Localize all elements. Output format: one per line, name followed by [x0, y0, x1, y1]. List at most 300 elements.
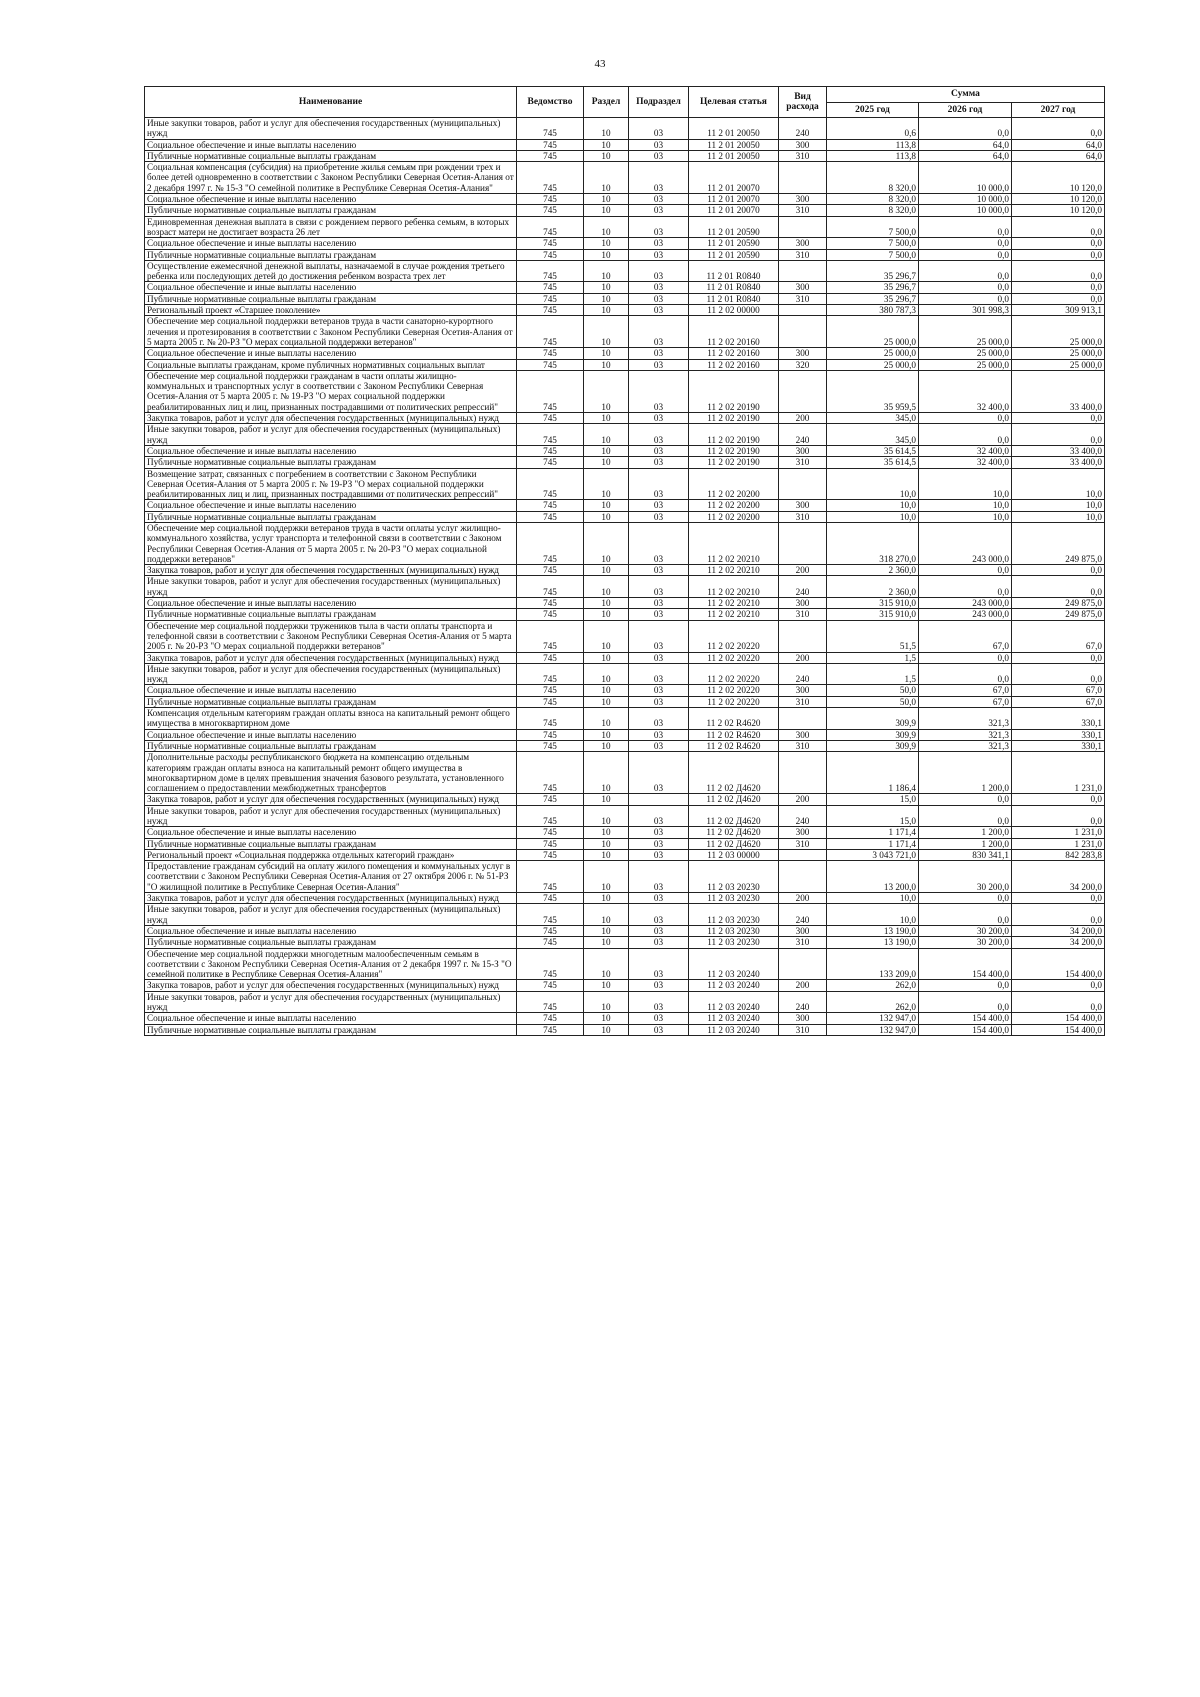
- cell-2026: 32 400,0: [919, 445, 1012, 456]
- cell-2025: 10,0: [827, 904, 919, 926]
- cell-name: Социальная компенсация (субсидия) на приобретение жилья семьям при рождении трех и более детей одновременно в соответствии с Законом Республики Северная Осетия-Алания от 2 декабря 1997 г. № 15-З "О семейной политике в Республике Северная Осетия-Алания": [145, 162, 517, 194]
- cell-podrazdel: 03: [629, 162, 689, 194]
- cell-2025: 380 787,3: [827, 305, 919, 316]
- cell-target: 11 2 02 20220: [689, 696, 779, 707]
- cell-target: 11 2 01 20070: [689, 194, 779, 205]
- cell-podrazdel: 03: [629, 565, 689, 576]
- cell-target: 11 2 02 20190: [689, 370, 779, 412]
- table-row: [145, 620, 1105, 652]
- cell-vid: 300: [779, 194, 827, 205]
- cell-2026: 30 200,0: [919, 861, 1012, 893]
- cell-2027: 0,0: [1012, 991, 1105, 1013]
- cell-name: Единовременная денежная выплата в связи с рождением первого ребенка семьям, в которых возраст матери не достигает возраста 26 лет: [145, 216, 517, 238]
- cell-2026: 25 000,0: [919, 348, 1012, 359]
- cell-razdel: 10: [584, 794, 629, 805]
- cell-vedomstvo: 745: [517, 1024, 584, 1035]
- cell-razdel: 10: [584, 663, 629, 685]
- cell-vedomstvo: 745: [517, 980, 584, 991]
- cell-target: 11 2 01 20590: [689, 238, 779, 249]
- cell-name: Публичные нормативные социальные выплаты гражданам: [145, 1024, 517, 1035]
- cell-razdel: 10: [584, 260, 629, 282]
- table-row: [145, 457, 1105, 468]
- cell-vid: 300: [779, 827, 827, 838]
- table-row: [145, 1013, 1105, 1024]
- cell-2025: 0,6: [827, 118, 919, 140]
- cell-2027: 10 120,0: [1012, 205, 1105, 216]
- header-vid: Вид расхода: [779, 87, 827, 118]
- cell-2026: 10,0: [919, 500, 1012, 511]
- cell-2027: 1 231,0: [1012, 838, 1105, 849]
- cell-2026: 243 000,0: [919, 598, 1012, 609]
- cell-2026: 0,0: [919, 805, 1012, 827]
- cell-2027: 1 231,0: [1012, 752, 1105, 794]
- cell-name: Предоставление гражданам субсидий на оплату жилого помещения и коммунальных услуг в соответствии с Законом Республики Северная Осетия-Алания от 27 октября 2006 г. № 51-РЗ "О жилищной политике в Республике Северная Осетия-Алания": [145, 861, 517, 893]
- cell-podrazdel: 03: [629, 685, 689, 696]
- cell-razdel: 10: [584, 205, 629, 216]
- cell-2026: 0,0: [919, 576, 1012, 598]
- cell-2027: 154 400,0: [1012, 948, 1105, 980]
- cell-2025: 8 320,0: [827, 162, 919, 194]
- cell-vid: [779, 162, 827, 194]
- cell-2025: 2 360,0: [827, 565, 919, 576]
- cell-name: Социальное обеспечение и иные выплаты населению: [145, 1013, 517, 1024]
- cell-2025: 132 947,0: [827, 1024, 919, 1035]
- cell-vedomstvo: 745: [517, 609, 584, 620]
- cell-target: 11 2 01 20050: [689, 118, 779, 140]
- cell-razdel: 10: [584, 576, 629, 598]
- cell-2025: 132 947,0: [827, 1013, 919, 1024]
- cell-2025: 50,0: [827, 696, 919, 707]
- table-row: [145, 685, 1105, 696]
- cell-podrazdel: 03: [629, 861, 689, 893]
- cell-2026: 67,0: [919, 696, 1012, 707]
- cell-vedomstvo: 745: [517, 1013, 584, 1024]
- cell-2026: 25 000,0: [919, 316, 1012, 348]
- cell-vedomstvo: 745: [517, 620, 584, 652]
- cell-podrazdel: 03: [629, 827, 689, 838]
- cell-2025: 13 190,0: [827, 925, 919, 936]
- cell-razdel: 10: [584, 565, 629, 576]
- cell-podrazdel: 03: [629, 216, 689, 238]
- cell-2027: 249 875,0: [1012, 522, 1105, 564]
- cell-target: 11 2 02 20190: [689, 457, 779, 468]
- cell-2025: 15,0: [827, 805, 919, 827]
- cell-target: 11 2 02 20190: [689, 413, 779, 424]
- cell-target: 11 2 01 20590: [689, 249, 779, 260]
- cell-razdel: 10: [584, 445, 629, 456]
- cell-2027: 67,0: [1012, 620, 1105, 652]
- cell-2026: 1 200,0: [919, 838, 1012, 849]
- cell-vedomstvo: 745: [517, 511, 584, 522]
- cell-vedomstvo: 745: [517, 282, 584, 293]
- cell-razdel: 10: [584, 620, 629, 652]
- cell-name: Публичные нормативные социальные выплаты гражданам: [145, 609, 517, 620]
- cell-2027: 10 120,0: [1012, 162, 1105, 194]
- header-2025: 2025 год: [827, 103, 919, 118]
- cell-2027: 0,0: [1012, 238, 1105, 249]
- table-row: [145, 904, 1105, 926]
- cell-2027: 0,0: [1012, 216, 1105, 238]
- cell-podrazdel: 03: [629, 511, 689, 522]
- cell-target: 11 2 01 R0840: [689, 260, 779, 282]
- cell-name: Публичные нормативные социальные выплаты гражданам: [145, 249, 517, 260]
- cell-2025: 7 500,0: [827, 249, 919, 260]
- cell-podrazdel: 03: [629, 740, 689, 751]
- cell-2027: 0,0: [1012, 424, 1105, 446]
- table-row: [145, 238, 1105, 249]
- cell-2027: 330,1: [1012, 729, 1105, 740]
- cell-podrazdel: 03: [629, 139, 689, 150]
- cell-vedomstvo: 745: [517, 794, 584, 805]
- cell-razdel: 10: [584, 282, 629, 293]
- cell-razdel: 10: [584, 991, 629, 1013]
- cell-2025: 113,8: [827, 150, 919, 161]
- cell-name: Публичные нормативные социальные выплаты гражданам: [145, 511, 517, 522]
- cell-2027: 0,0: [1012, 565, 1105, 576]
- cell-2026: 321,3: [919, 740, 1012, 751]
- cell-2027: 0,0: [1012, 652, 1105, 663]
- cell-2026: 0,0: [919, 413, 1012, 424]
- cell-vedomstvo: 745: [517, 238, 584, 249]
- cell-vedomstvo: 745: [517, 565, 584, 576]
- cell-vid: 240: [779, 118, 827, 140]
- cell-name: Иные закупки товаров, работ и услуг для обеспечения государственных (муниципальных) нужд: [145, 424, 517, 446]
- table-row: [145, 708, 1105, 730]
- cell-2027: 330,1: [1012, 740, 1105, 751]
- cell-podrazdel: 03: [629, 663, 689, 685]
- cell-2026: 0,0: [919, 282, 1012, 293]
- cell-target: 11 2 02 20210: [689, 522, 779, 564]
- cell-vid: [779, 948, 827, 980]
- cell-target: 11 2 01 R0840: [689, 282, 779, 293]
- table-row: [145, 663, 1105, 685]
- cell-2027: 249 875,0: [1012, 609, 1105, 620]
- cell-podrazdel: 03: [629, 1013, 689, 1024]
- cell-podrazdel: 03: [629, 609, 689, 620]
- cell-razdel: 10: [584, 238, 629, 249]
- cell-razdel: 10: [584, 980, 629, 991]
- cell-name: Дополнительные расходы республиканского бюджета на компенсацию отдельным категориям граждан оплаты взноса на капитальный ремонт общего имущества в многоквартирном доме в целях превышения значения базового результата, установленного соглашением о предоставлении межбюджетных трансфертов: [145, 752, 517, 794]
- table-row: [145, 468, 1105, 500]
- cell-target: 11 2 02 R4620: [689, 740, 779, 751]
- cell-razdel: 10: [584, 652, 629, 663]
- cell-2025: 8 320,0: [827, 194, 919, 205]
- cell-2027: 0,0: [1012, 805, 1105, 827]
- cell-razdel: 10: [584, 413, 629, 424]
- table-row: [145, 293, 1105, 304]
- cell-vid: 310: [779, 511, 827, 522]
- cell-2025: 10,0: [827, 893, 919, 904]
- cell-vid: 310: [779, 150, 827, 161]
- cell-vid: 200: [779, 794, 827, 805]
- cell-razdel: 10: [584, 696, 629, 707]
- cell-target: 11 2 02 20200: [689, 468, 779, 500]
- cell-vid: 310: [779, 838, 827, 849]
- cell-podrazdel: 03: [629, 348, 689, 359]
- table-row: [145, 925, 1105, 936]
- cell-vedomstvo: 745: [517, 457, 584, 468]
- cell-vid: 300: [779, 925, 827, 936]
- cell-target: 11 2 01 20050: [689, 150, 779, 161]
- table-row: [145, 652, 1105, 663]
- cell-2025: 35 959,5: [827, 370, 919, 412]
- cell-razdel: 10: [584, 1024, 629, 1035]
- cell-podrazdel: 03: [629, 991, 689, 1013]
- cell-podrazdel: 03: [629, 445, 689, 456]
- cell-vid: 240: [779, 663, 827, 685]
- cell-2025: 7 500,0: [827, 238, 919, 249]
- table-row: [145, 696, 1105, 707]
- table-row: [145, 150, 1105, 161]
- cell-vedomstvo: 745: [517, 413, 584, 424]
- cell-vedomstvo: 745: [517, 948, 584, 980]
- cell-target: 11 2 02 Д4620: [689, 827, 779, 838]
- cell-razdel: 10: [584, 1013, 629, 1024]
- cell-2026: 0,0: [919, 260, 1012, 282]
- cell-razdel: 10: [584, 194, 629, 205]
- cell-vid: 310: [779, 205, 827, 216]
- table-row: [145, 139, 1105, 150]
- cell-vedomstvo: 745: [517, 260, 584, 282]
- cell-2027: 33 400,0: [1012, 445, 1105, 456]
- cell-2026: 64,0: [919, 139, 1012, 150]
- table-row: [145, 740, 1105, 751]
- table-row: [145, 260, 1105, 282]
- cell-target: 11 2 02 Д4620: [689, 805, 779, 827]
- cell-vid: 300: [779, 348, 827, 359]
- table-row: [145, 205, 1105, 216]
- cell-2027: 34 200,0: [1012, 937, 1105, 948]
- cell-razdel: 10: [584, 139, 629, 150]
- cell-podrazdel: 03: [629, 948, 689, 980]
- cell-podrazdel: 03: [629, 316, 689, 348]
- cell-2027: 0,0: [1012, 663, 1105, 685]
- cell-vid: [779, 708, 827, 730]
- cell-2025: 113,8: [827, 139, 919, 150]
- cell-name: Публичные нормативные социальные выплаты гражданам: [145, 293, 517, 304]
- cell-vid: 310: [779, 293, 827, 304]
- cell-2026: 0,0: [919, 794, 1012, 805]
- cell-vedomstvo: 745: [517, 708, 584, 730]
- cell-podrazdel: 03: [629, 282, 689, 293]
- cell-razdel: 10: [584, 305, 629, 316]
- cell-podrazdel: 03: [629, 1024, 689, 1035]
- cell-vid: 300: [779, 1013, 827, 1024]
- cell-vedomstvo: 745: [517, 652, 584, 663]
- table-row: [145, 991, 1105, 1013]
- cell-2027: 25 000,0: [1012, 359, 1105, 370]
- cell-razdel: 10: [584, 316, 629, 348]
- cell-target: 11 2 02 Д4620: [689, 794, 779, 805]
- cell-2026: 0,0: [919, 652, 1012, 663]
- cell-2025: 1,5: [827, 663, 919, 685]
- cell-razdel: 10: [584, 522, 629, 564]
- cell-vedomstvo: 745: [517, 370, 584, 412]
- cell-target: 11 2 01 R0840: [689, 293, 779, 304]
- table-row: [145, 511, 1105, 522]
- cell-target: 11 2 02 20220: [689, 652, 779, 663]
- cell-2026: 0,0: [919, 893, 1012, 904]
- cell-vedomstvo: 745: [517, 348, 584, 359]
- cell-2026: 301 998,3: [919, 305, 1012, 316]
- cell-2027: 10 120,0: [1012, 194, 1105, 205]
- cell-2027: 34 200,0: [1012, 861, 1105, 893]
- cell-2025: 1 186,4: [827, 752, 919, 794]
- cell-name: Закупка товаров, работ и услуг для обеспечения государственных (муниципальных) нужд: [145, 565, 517, 576]
- cell-target: 11 2 02 20190: [689, 445, 779, 456]
- cell-podrazdel: 03: [629, 359, 689, 370]
- cell-name: Социальное обеспечение и иные выплаты населению: [145, 685, 517, 696]
- cell-vedomstvo: 745: [517, 249, 584, 260]
- cell-2025: 35 296,7: [827, 282, 919, 293]
- cell-razdel: 10: [584, 893, 629, 904]
- cell-2025: 13 200,0: [827, 861, 919, 893]
- cell-2026: 830 341,1: [919, 849, 1012, 860]
- cell-vedomstvo: 745: [517, 118, 584, 140]
- cell-razdel: 10: [584, 609, 629, 620]
- cell-name: Публичные нормативные социальные выплаты гражданам: [145, 457, 517, 468]
- cell-podrazdel: 03: [629, 424, 689, 446]
- cell-vid: [779, 370, 827, 412]
- table-row: [145, 348, 1105, 359]
- cell-vid: [779, 468, 827, 500]
- cell-2026: 30 200,0: [919, 937, 1012, 948]
- table-row: [145, 370, 1105, 412]
- cell-podrazdel: 03: [629, 980, 689, 991]
- cell-vid: 300: [779, 685, 827, 696]
- cell-2027: 64,0: [1012, 150, 1105, 161]
- cell-2026: 0,0: [919, 216, 1012, 238]
- table-row: [145, 522, 1105, 564]
- table-row: [145, 359, 1105, 370]
- cell-target: 11 2 03 20240: [689, 991, 779, 1013]
- cell-vedomstvo: 745: [517, 305, 584, 316]
- cell-2027: 25 000,0: [1012, 316, 1105, 348]
- cell-vedomstvo: 745: [517, 663, 584, 685]
- header-name: Наименование: [145, 87, 517, 118]
- cell-2025: 25 000,0: [827, 348, 919, 359]
- cell-podrazdel: 03: [629, 620, 689, 652]
- cell-vedomstvo: 745: [517, 598, 584, 609]
- cell-target: 11 2 02 20220: [689, 620, 779, 652]
- cell-vedomstvo: 745: [517, 468, 584, 500]
- cell-2026: 67,0: [919, 620, 1012, 652]
- cell-target: 11 2 02 20210: [689, 576, 779, 598]
- header-target: Целевая статья: [689, 87, 779, 118]
- cell-podrazdel: 03: [629, 849, 689, 860]
- cell-vedomstvo: 745: [517, 216, 584, 238]
- cell-2027: 154 400,0: [1012, 1013, 1105, 1024]
- cell-podrazdel: 03: [629, 752, 689, 794]
- cell-target: 11 2 02 20160: [689, 316, 779, 348]
- cell-podrazdel: 03: [629, 904, 689, 926]
- cell-podrazdel: 03: [629, 238, 689, 249]
- cell-2026: 10 000,0: [919, 205, 1012, 216]
- cell-2025: 10,0: [827, 500, 919, 511]
- cell-vedomstvo: 745: [517, 359, 584, 370]
- cell-2027: 10,0: [1012, 500, 1105, 511]
- cell-target: 11 2 02 20200: [689, 511, 779, 522]
- cell-2027: 25 000,0: [1012, 348, 1105, 359]
- cell-2025: 345,0: [827, 413, 919, 424]
- cell-name: Обеспечение мер социальной поддержки ветеранов труда в части санаторно-курортного лечения и протезирования в соответствии с Законом Республики Северная Осетия-Алания от 5 марта 2005 г. № 20-РЗ "О мерах социальной поддержки ветеранов": [145, 316, 517, 348]
- cell-razdel: 10: [584, 598, 629, 609]
- cell-2025: 309,9: [827, 729, 919, 740]
- cell-vid: [779, 752, 827, 794]
- cell-podrazdel: 03: [629, 260, 689, 282]
- cell-podrazdel: [629, 794, 689, 805]
- cell-vid: 300: [779, 238, 827, 249]
- cell-vedomstvo: 745: [517, 685, 584, 696]
- cell-target: 11 2 03 20240: [689, 1013, 779, 1024]
- cell-2025: 25 000,0: [827, 316, 919, 348]
- cell-name: Социальное обеспечение и иные выплаты населению: [145, 139, 517, 150]
- cell-target: 11 2 02 20200: [689, 500, 779, 511]
- cell-2027: 33 400,0: [1012, 457, 1105, 468]
- cell-razdel: 10: [584, 729, 629, 740]
- cell-2027: 10,0: [1012, 511, 1105, 522]
- cell-2026: 321,3: [919, 708, 1012, 730]
- cell-vedomstvo: 745: [517, 522, 584, 564]
- cell-2026: 0,0: [919, 249, 1012, 260]
- cell-2025: 50,0: [827, 685, 919, 696]
- cell-2025: 35 296,7: [827, 260, 919, 282]
- cell-2027: 67,0: [1012, 685, 1105, 696]
- cell-razdel: 10: [584, 827, 629, 838]
- cell-2027: 842 283,8: [1012, 849, 1105, 860]
- cell-2025: 35 614,5: [827, 445, 919, 456]
- header-razdel: Раздел: [584, 87, 629, 118]
- cell-target: 11 2 01 20590: [689, 216, 779, 238]
- cell-podrazdel: 03: [629, 500, 689, 511]
- cell-2025: 51,5: [827, 620, 919, 652]
- cell-vid: 240: [779, 424, 827, 446]
- cell-name: Социальные выплаты гражданам, кроме публичных нормативных социальных выплат: [145, 359, 517, 370]
- cell-vid: [779, 620, 827, 652]
- cell-name: Публичные нормативные социальные выплаты гражданам: [145, 740, 517, 751]
- cell-2025: 35 614,5: [827, 457, 919, 468]
- header-podrazdel: Подраздел: [629, 87, 689, 118]
- cell-2025: 13 190,0: [827, 937, 919, 948]
- table-row: [145, 794, 1105, 805]
- cell-2025: 315 910,0: [827, 598, 919, 609]
- cell-name: Региональный проект «Старшее поколение»: [145, 305, 517, 316]
- cell-2026: 0,0: [919, 118, 1012, 140]
- cell-2026: 154 400,0: [919, 948, 1012, 980]
- table-row: [145, 849, 1105, 860]
- table-row: [145, 216, 1105, 238]
- cell-2025: 15,0: [827, 794, 919, 805]
- cell-name: Социальное обеспечение и иные выплаты населению: [145, 729, 517, 740]
- cell-2027: 0,0: [1012, 282, 1105, 293]
- cell-vid: 310: [779, 609, 827, 620]
- cell-2027: 0,0: [1012, 413, 1105, 424]
- cell-2025: 262,0: [827, 991, 919, 1013]
- cell-name: Социальное обеспечение и иные выплаты населению: [145, 282, 517, 293]
- cell-vid: [779, 522, 827, 564]
- cell-razdel: 10: [584, 937, 629, 948]
- cell-target: 11 2 02 20210: [689, 565, 779, 576]
- cell-podrazdel: 03: [629, 413, 689, 424]
- table-row: [145, 565, 1105, 576]
- cell-2027: 154 400,0: [1012, 1024, 1105, 1035]
- cell-name: Региональный проект «Социальная поддержка отдельных категорий граждан»: [145, 849, 517, 860]
- cell-vid: 200: [779, 980, 827, 991]
- cell-podrazdel: 03: [629, 576, 689, 598]
- cell-name: Осуществление ежемесячной денежной выплаты, назначаемой в случае рождения третьего ребенка или последующих детей до достижения ребенком возраста трех лет: [145, 260, 517, 282]
- cell-2025: 8 320,0: [827, 205, 919, 216]
- cell-2026: 0,0: [919, 980, 1012, 991]
